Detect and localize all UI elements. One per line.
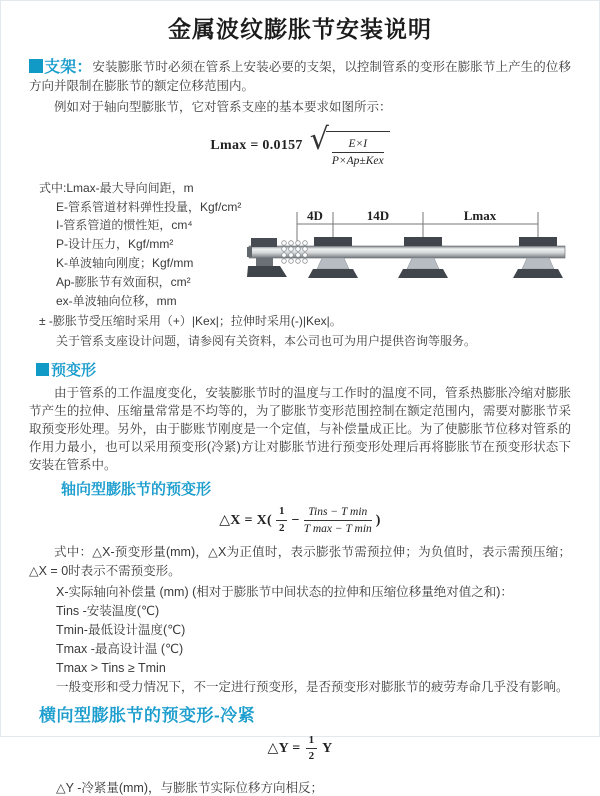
definition-line: P-设计压力，Kgf/mm² — [56, 237, 174, 252]
axial-items — [56, 583, 571, 697]
service-note: 关于管系支座设计问题，请参阅有关资料，本公司也可为用户提供咨询等服务。 — [56, 333, 477, 348]
axial-item: Tmax -最高设计温 (℃) — [56, 641, 184, 656]
support-example-line: 例如对于轴向型膨胀节，它对管系支座的基本要求如图所示： — [54, 100, 392, 114]
dim-label-14d: 14D — [366, 207, 390, 223]
support-body: 安装膨胀节时必须在管系上安装必要的支架，以控制管系的变形在膨胀节上产生的位移方向并限制在膨胀节的额定位移范围内。 — [29, 60, 571, 93]
definition-line: Ap-膨胀节有效面积，cm² — [56, 274, 191, 289]
lmax-formula — [1, 123, 599, 169]
lateral-formula-rhs: Y — [322, 740, 333, 756]
definition-line: ex-单波轴向位移，mm — [56, 293, 177, 308]
kex-note: ± -膨胀节受压缩时采用（+）|Kex|；拉伸时采用(-)|Kex|。 — [39, 313, 342, 328]
sqrt-denominator: P×Ap±Kex — [331, 155, 384, 168]
radical-sign-icon: √ — [309, 122, 329, 157]
axial-explain: 式中：△X-预变形量(mm)，△X为正值时，表示膨张节需预拉伸；为负值时，表示需预压缩；△X = 0时表示不需预变形。 — [29, 544, 571, 578]
axial-formula — [1, 505, 599, 537]
axial-item: 一般变形和受力情况下，不一定进行预变形，是否预变形对膨胀节的疲劳寿命几乎没有影响。 — [56, 679, 569, 694]
axial-formula-suffix: ) — [375, 512, 381, 528]
axial-item: Tins -安装温度(℃) — [56, 603, 160, 618]
lateral-formula — [1, 734, 599, 765]
pipe-end-cap — [247, 247, 252, 257]
axial-item: X-实际轴向补偿量 (mm) (相对于膨胀节中间状态的拉伸和压缩位移量绝对值之和)： — [56, 584, 513, 599]
lmax-formula-lhs: Lmax = 0.0157 — [210, 137, 303, 153]
temp-ratio-fraction: $\frac{\text{Tins − T min}}{\text{T max − T min}}$ — [303, 505, 372, 536]
minus-sign: − — [291, 512, 300, 528]
section-square-icon — [36, 363, 49, 376]
half-fraction: $\frac{1}{2}$ — [276, 505, 288, 536]
section-square-icon — [29, 59, 43, 73]
preform-body: 由于管系的工作温度变化，安装膨胀节时的温度与工作时的温度不同，管系热膨胀冷缩对膨胀节产生的拉伸、压缩量常常是不均等的，为了膨胀节变形范围控制在额定范围内，需要对膨胀节采取预变形处理。另外，由于膨账节刚度是一个定值，与补偿量成正比。为了使膨胀节位移对管系的作用力最小，也可以采用预变形(冷紧)方让对膨胀节进行预变形处理后再将膨胀节在预变形状态下安装在管系中。 — [29, 385, 571, 472]
support-heading: 支架： — [44, 59, 93, 76]
definition-line: K-单波轴向刚度；Kgf/mm — [56, 255, 194, 270]
dim-label-4d: 4D — [307, 207, 323, 223]
lateral-preform-heading: 横向型膨胀节的预变形-冷紧 — [39, 705, 256, 725]
lateral-note: △Y -冷紧量(mm)，与膨胀节实际位移方向相反； — [56, 781, 324, 795]
sqrt-numerator: E×I — [332, 137, 384, 153]
sqrt-expression — [310, 123, 390, 169]
support-paragraph — [29, 58, 571, 96]
axial-item: Tmax > Tins ≥ Tmin — [56, 660, 166, 675]
axial-formula-prefix: △X = X( — [219, 513, 272, 529]
definitions-block — [39, 179, 599, 311]
pipe-support-diagram — [247, 206, 593, 301]
axial-item: Tmin-最低设计温度(℃) — [56, 622, 186, 637]
lateral-formula-lhs: △Y = — [267, 741, 301, 757]
axial-preform-heading: 轴向型膨胀节的预变形 — [61, 480, 212, 498]
page-title: 金属波纹膨胀节安装说明 — [168, 16, 432, 42]
definition-line: 式中:Lmax-最大导向间距，m — [39, 180, 194, 195]
half-fraction: $\frac{1}{2}$ — [306, 734, 318, 765]
definition-line: E-管系管道材料弹性投量，Kgf/cm² — [56, 199, 242, 214]
dim-label-lmax: Lmax — [463, 207, 497, 223]
definition-line: I-管系管道的惯性矩，cm⁴ — [56, 218, 193, 233]
preform-heading: 预变形 — [36, 359, 599, 380]
